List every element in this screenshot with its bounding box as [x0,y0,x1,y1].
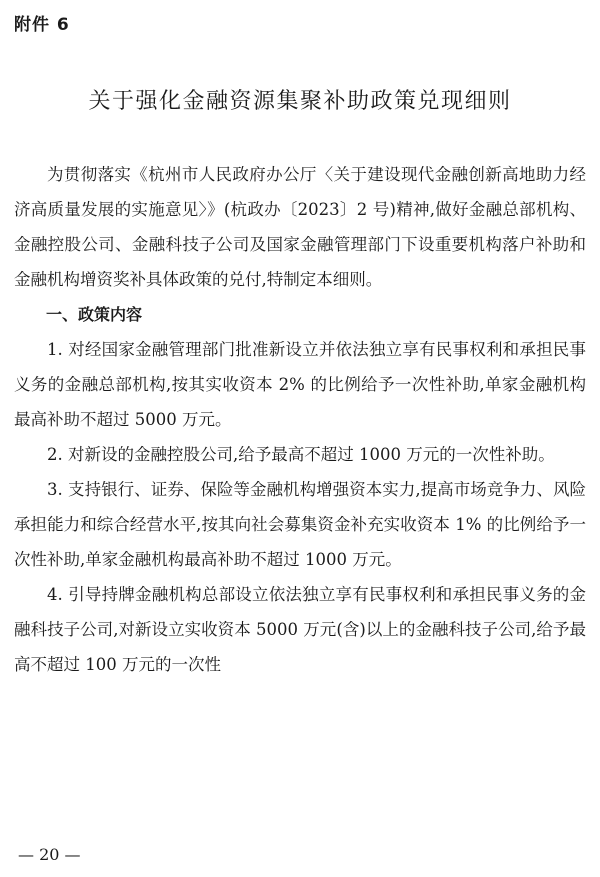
policy-item-1: 1. 对经国家金融管理部门批准新设立并依法独立享有民事权利和承担民事义务的金融总部机构,按其实收资本 2% 的比例给予一次性补助,单家金融机构最高补助不超过 5000 万元。 [14,340,586,429]
attachment-label: 附件 6 [14,15,70,35]
section-heading: 一、政策内容 [46,305,143,324]
policy-item-4: 4. 引导持牌金融机构总部设立依法独立享有民事权利和承担民事义务的金融科技子公司,对新设立实收资本 5000 万元(含)以上的金融科技子公司,给予最高不超过 100 万元的一次性 [14,585,586,674]
document-body [14,157,586,682]
document-title: 关于强化金融资源集聚补助政策兑现细则 [88,89,512,114]
policy-item-3: 3. 支持银行、证券、保险等金融机构增强资本实力,提高市场竞争力、风险承担能力和综合经营水平,按其向社会募集资金补充实收资本 1% 的比例给予一次性补助,单家金融机构最高补助不超过 1000 万元。 [14,480,586,569]
intro-paragraph: 为贯彻落实《杭州市人民政府办公厅〈关于建设现代金融创新高地助力经济高质量发展的实施意见〉》(杭政办〔2023〕2 号)精神,做好金融总部机构、金融控股公司、金融科技子公司及国家金融管理部门下设重要机构落户补助和金融机构增资奖补具体政策的兑付,特制定本细则。 [14,165,586,289]
policy-item-2: 2. 对新设的金融控股公司,给予最高不超过 1000 万元的一次性补助。 [47,445,555,464]
page-number: — 20 — [18,845,81,864]
